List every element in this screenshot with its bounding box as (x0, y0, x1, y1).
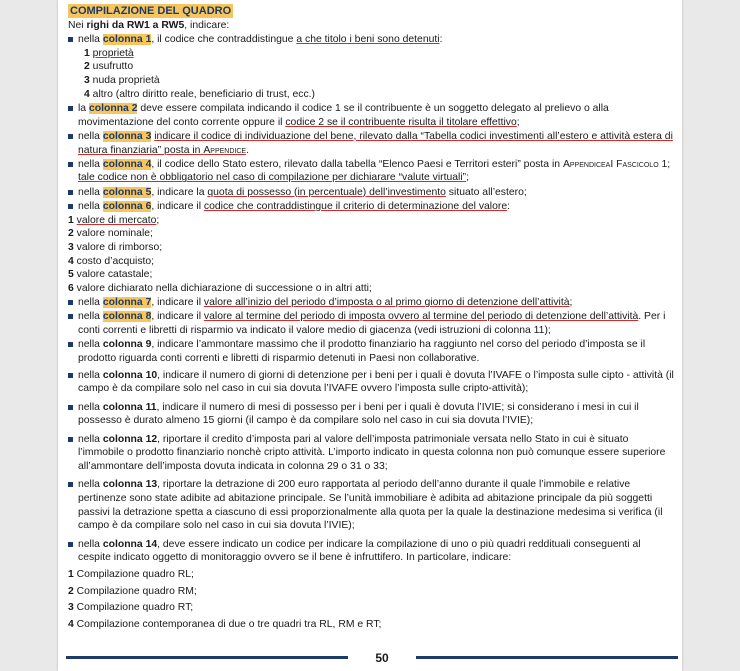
bullet-colonna-8: nella colonna 8, indicare il valore al termine del periodo di imposta ovvero al termine del periodo di detenzione dell’attività. Per i conti correnti e libretti di risparmio va indicato il valore medio di giacenza (vedi istruzioni di colonna 11); (68, 310, 674, 337)
bullet-colonna-7: nella colonna 7, indicare il valore all’inizio del periodo d’imposta o al primo giorno di detenzione dell’attività; (68, 296, 674, 310)
bullet-square-icon (68, 158, 78, 185)
list-item: 5 valore catastale; (68, 269, 153, 281)
bullet-square-icon (68, 478, 78, 533)
list-item: 2 usufrutto (84, 61, 134, 73)
list-item: 3 Compilazione quadro RT; (68, 602, 194, 614)
bullet-square-icon (68, 186, 78, 200)
bullet-colonna-6: nella colonna 6, indicare il codice che contraddistingue il criterio di determinazione del valore: (68, 200, 674, 214)
bullet-colonna-11: nella colonna 11, indicare il numero di mesi di possesso per i beni per i quali è dovuta l’IVIE; si considerano i mesi in cui il possesso è durato almeno 15 giorni (il campo è da compilare solo nel caso in cui sia dovuta l’IVIE); (68, 401, 674, 428)
bullet-square-icon (68, 130, 78, 157)
intro-line: Nei righi da RW1 a RW5, indicare: (68, 19, 230, 31)
list-item: 3 nuda proprietà (84, 75, 160, 87)
footer-rule-right (416, 656, 678, 659)
bullet-square-icon (68, 369, 78, 396)
list-item: 1 Compilazione quadro RL; (68, 568, 194, 580)
bullet-square-icon (68, 401, 78, 428)
bullet-square-icon (68, 338, 78, 365)
list-item: 2 valore nominale; (68, 228, 153, 240)
bullet-colonna-10: nella colonna 10, indicare il numero di giorni di detenzione per i beni per i quali è dovuta l’IVAFE o l’imposta sulle cipto - attività (il campo è da compilare solo nel caso in cui sia dovuta l’IVAFE ovvero l’imposta sulle cripto-attività); (68, 369, 674, 396)
bullet-colonna-1: nella colonna 1, il codice che contraddistingue a che titolo i beni sono detenuti: (68, 33, 674, 47)
list-item: 4 altro (altro diritto reale, beneficiario di trust, ecc.) (84, 88, 316, 100)
bullet-colonna-14: nella colonna 14, deve essere indicato un codice per indicare la compilazione di uno o più quadri reddituali conseguenti al cespite indicato oggetto di monitoraggio ovvero se il bene è infruttifero. In particolare, indicare: (68, 538, 674, 565)
bullet-colonna-13: nella colonna 13, riportare la detrazione di 200 euro rapportata al periodo dell’anno durante il quale l’immobile e relative pertinenze sono state adibite ad abitazione principale. Se l’unità immobiliare è adibita ad abitazione principale da più soggetti passivi la detrazione spetta a ciascuno di essi proporzionalmente alla quota per la quale la destinazione medesima si verifica (il campo è da compilare solo nel caso in cui sia dovuta l’IVIE); (68, 478, 674, 533)
page-footer (66, 651, 674, 665)
bullet-colonna-3: nella colonna 3 indicare il codice di individuazione del bene, rilevato dalla “Tabella codici investimenti all’estero e attività estera di natura finanziaria” posta in Appendice. (68, 130, 674, 157)
list-item: 3 valore di rimborso; (68, 241, 163, 253)
section-title: COMPILAZIONE DEL QUADRO (70, 5, 232, 17)
bullet-colonna-12: nella colonna 12, riportare il credito d’imposta pari al valore dell’imposta patrimoniale versata nello Stato in cui è situato l’immobile o prodotto finanziario nonchè cripto attività. L’importo indicato in questa colonna non può comunque essere superiore all’ammontare dell’imposta dovuta indicata in colonna 29 o 31 o 33; (68, 433, 674, 474)
list-item: 4 costo d’acquisto; (68, 255, 155, 267)
bullet-square-icon (68, 296, 78, 310)
list-item: 4 Compilazione contemporanea di due o tre quadri tra RL, RM e RT; (68, 619, 382, 631)
bullet-colonna-5: nella colonna 5, indicare la quota di possesso (in percentuale) dell’investimento situato all’estero; (68, 186, 674, 200)
list-item: 1 proprietà (84, 47, 134, 59)
list-item: 2 Compilazione quadro RM; (68, 585, 197, 597)
bullet-square-icon (68, 200, 78, 214)
instructions-body (68, 4, 674, 632)
page-number: 50 (375, 651, 389, 665)
list-item: 6 valore dichiarato nella dichiarazione di successione o in altri atti; (68, 283, 372, 295)
list-item: 1 valore di mercato; (68, 214, 160, 226)
bullet-square-icon (68, 433, 78, 474)
footer-rule-left (66, 656, 348, 659)
bullet-square-icon (68, 310, 78, 337)
bullet-colonna-2: la colonna 2 deve essere compilata indicando il codice 1 se il contribuente è un soggetto delegato al prelievo o alla movimentazione del conto corrente oppure il codice 2 se il contribuente risulta il titolare effettivo; (68, 102, 674, 129)
bullet-square-icon (68, 538, 78, 565)
bullet-colonna-9: nella colonna 9, indicare l’ammontare massimo che il prodotto finanziario ha raggiunto nel corso del periodo d’imposta se il prodotto riguarda conti correnti e libretti di risparmio detenuti in Paesi non collaborative. (68, 338, 674, 365)
document-page (58, 0, 682, 671)
bullet-square-icon (68, 102, 78, 129)
bullet-square-icon (68, 33, 78, 47)
bullet-colonna-4: nella colonna 4, il codice dello Stato estero, rilevato dalla tabella “Elenco Paesi e Territori esteri” posta in AppendiceaI Fascicolo 1; tale codice non è obbligatorio nel caso di compilazione per dichiarare “valute virtuali”; (68, 158, 674, 185)
